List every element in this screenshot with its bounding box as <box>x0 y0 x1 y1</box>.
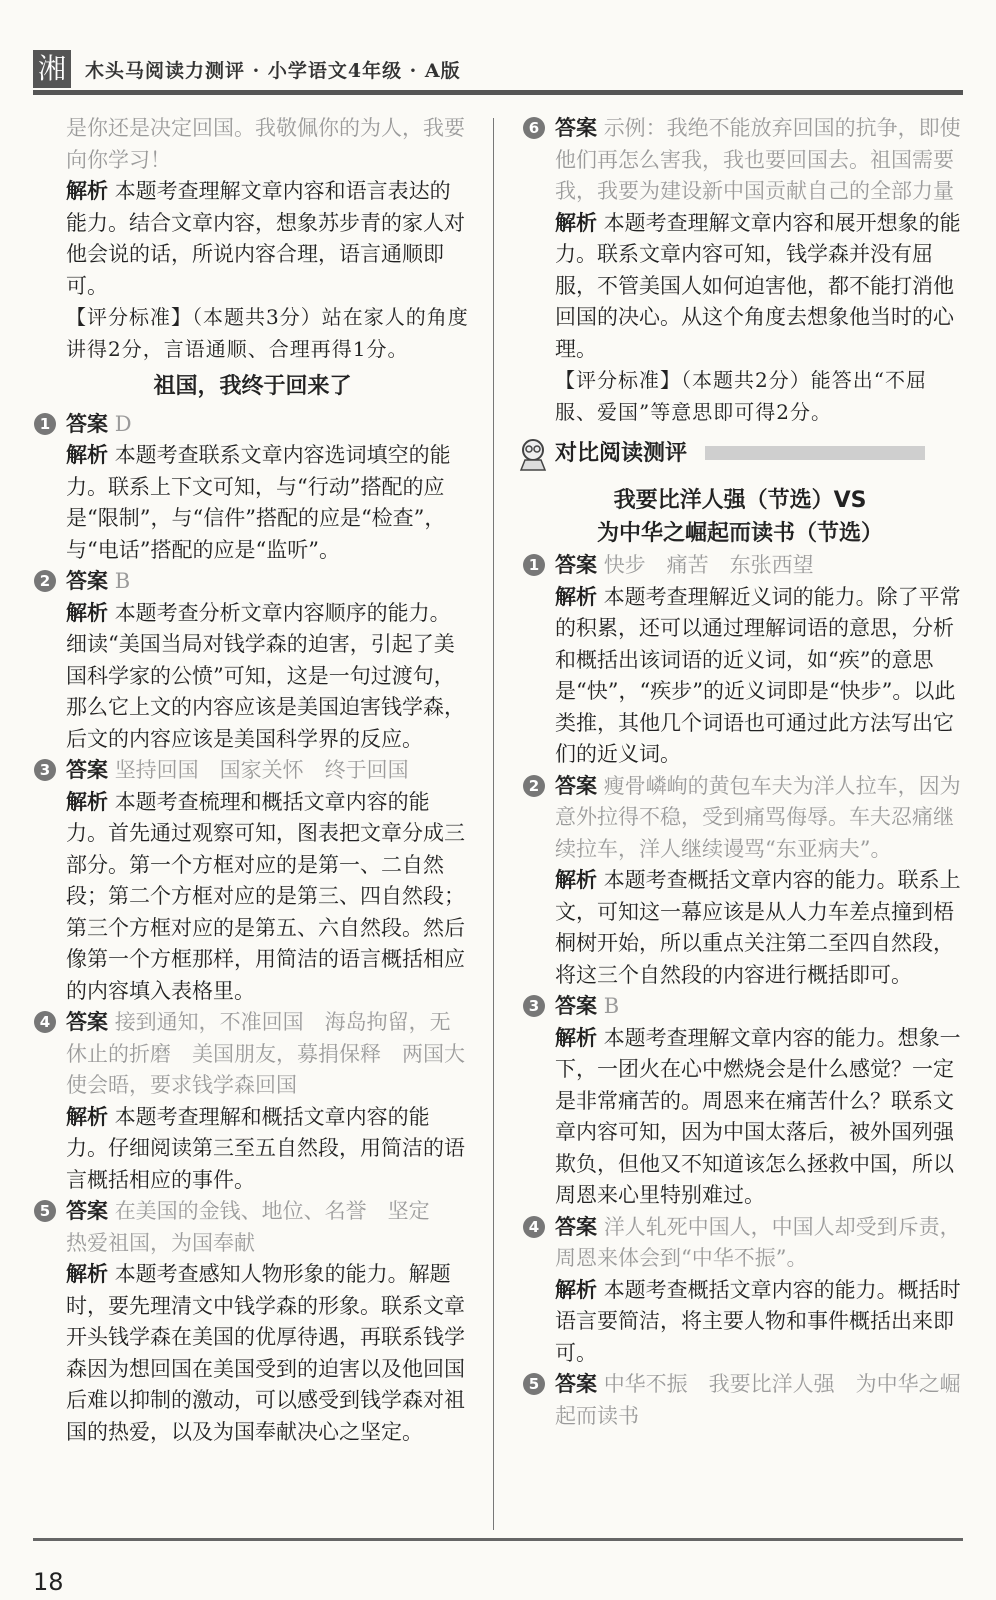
item-answer: 在美国的金钱、地位、名誉 坚定 热爱祖国，为国奉献 <box>66 1199 451 1255</box>
item-analysis: 本题考查梳理和概括文章内容的能力。首先通过观察可知，图表把文章分成三部分。第一个方框对应的是第一、二自然段；第二个方框对应的是第三、四自然段；第三个方框对应的是第五、六自然段。然后像第一个方框那样，用简洁的语言概括相应的内容填入表格里。 <box>66 789 465 1003</box>
intro-analysis: 本题考查理解文章内容和语言表达的能力。结合文章内容，想象苏步青的家人对他会说的话，所说内容合理，语言通顺即可。 <box>66 179 465 298</box>
item-analysis: 本题考查分析文章内容顺序的能力。细读“美国当局对钱学森的迫害，引起了美国科学家的公愤”可知，这是一句过渡句，那么它上文的内容应该是美国迫害钱学森，后文的内容应该是美国科学界的反应。 <box>66 600 465 751</box>
item-analysis: 本题考查理解近义词的能力。除了平常的积累，还可以通过理解词语的意思，分析和概括出该词语的近义词，如“疾”的意思是“快”，“疾步”的近义词即是“快步”。以此类推，其他几个词语也可通过此方法写出它们的近义词。 <box>555 584 961 766</box>
contrast-title: 对比阅读测评 <box>555 441 688 466</box>
right-item-3 <box>528 991 965 1212</box>
left-item-2 <box>39 566 471 755</box>
answer-label: 答案 <box>555 116 597 140</box>
section-title: 祖国，我终于回来了 <box>153 374 352 399</box>
item-answer: 快步 痛苦 东张西望 <box>603 553 814 577</box>
page-number: 18 <box>33 1568 64 1596</box>
footer-rule <box>33 1538 963 1541</box>
analysis-label: 解析 <box>66 443 108 467</box>
item-number: 3 <box>523 995 545 1017</box>
left-column <box>39 113 471 1448</box>
left-item-4 <box>39 1007 471 1196</box>
answer-label: 答案 <box>66 569 108 593</box>
right-item-5 <box>528 1369 965 1432</box>
title-bar-decoration <box>705 446 925 460</box>
reader-icon <box>515 436 551 472</box>
right-column <box>528 113 965 1432</box>
item-number: 4 <box>34 1011 56 1033</box>
analysis-label: 解析 <box>555 210 597 235</box>
item-analysis: 本题考查理解文章内容和展开想象的能力。联系文章内容可知，钱学森并没有屈服，不管美国人如何迫害他，都不能打消他回国的决心。从这个角度去想象他当时的心理。 <box>555 210 961 361</box>
right-item-1 <box>528 550 965 771</box>
item-answer: B <box>114 569 131 593</box>
answer-label: 答案 <box>555 994 597 1018</box>
item-number: 2 <box>34 570 56 592</box>
item-number: 1 <box>523 554 545 576</box>
intro-standard: 【评分标准】（本题共3分）站在家人的角度讲得2分，言语通顺、合理再得1分。 <box>66 305 469 361</box>
page-header <box>33 50 963 90</box>
analysis-label: 解析 <box>555 1277 597 1302</box>
item-analysis: 本题考查理解和概括文章内容的能力。仔细阅读第三至五自然段，用简洁的语言概括相应的事件。 <box>66 1104 465 1192</box>
item-answer: B <box>603 994 620 1018</box>
header-rule <box>33 90 963 95</box>
item-answer: 中华不振 我要比洋人强 为中华之崛起而读书 <box>555 1372 961 1428</box>
item-answer: D <box>114 411 132 436</box>
item-number: 4 <box>523 1216 545 1238</box>
answer-label: 答案 <box>555 1214 597 1239</box>
series-badge: 湘 <box>33 50 71 88</box>
item-analysis: 本题考查感知人物形象的能力。解题时，要先理清文中钱学森的形象。联系文章开头钱学森在美国的优厚待遇，再联系钱学森因为想回国在美国受到的迫害以及他回国后难以抑制的激动，可以感受到钱学森对祖国的热爱，以及为国奉献决心之坚定。 <box>66 1262 465 1444</box>
item-number: 5 <box>523 1373 545 1395</box>
item-analysis: 本题考查联系文章内容选词填空的能力。联系上下文可知，与“行动”搭配的应是“限制”，与“信件”搭配的应是“检查”，与“电话”搭配的应是“监听”。 <box>66 443 451 562</box>
analysis-label: 解析 <box>66 1104 108 1129</box>
analysis-label: 解析 <box>66 1262 108 1286</box>
answer-label: 答案 <box>555 553 597 577</box>
analysis-label: 解析 <box>66 179 108 203</box>
item-answer: 瘦骨嶙峋的黄包车夫为洋人拉车，因为意外拉得不稳，受到痛骂侮辱。车夫忍痛继续拉车，洋人继续谩骂“东亚病夫”。 <box>555 773 961 861</box>
intro-answer: 是你还是决定回国。我敬佩你的为人，我要向你学习！ <box>66 116 465 172</box>
item-number: 5 <box>34 1200 56 1222</box>
item-number: 2 <box>523 775 545 797</box>
item-analysis: 本题考查理解文章内容的能力。想象一下，一团火在心中燃烧会是什么感觉？一定是非常痛苦的。周恩来在痛苦什么？联系文章内容可知，因为中国太落后，被外国列强欺负，但他又不知道该怎么拯救中国，所以周恩来心里特别难过。 <box>555 1025 961 1207</box>
analysis-label: 解析 <box>555 868 597 892</box>
answer-label: 答案 <box>66 1010 108 1034</box>
item-answer: 接到通知，不准回国 海岛拘留，无休止的折磨 美国朋友，募捐保释 两国大使会晤，要求钱学森回国 <box>66 1010 465 1097</box>
contrast-reading-header <box>515 436 965 476</box>
left-item-1 <box>39 409 471 567</box>
item-standard: 【评分标准】（本题共2分）能答出“不屈服、爱国”等意思即可得2分。 <box>555 368 927 424</box>
intro-analysis-block <box>66 176 471 302</box>
left-item-3 <box>39 755 471 1007</box>
vs-title-line-2: 为中华之崛起而读书（节选） <box>596 521 883 546</box>
book-title: 木头马阅读力测评 · 小学语文4年级 · A版 <box>85 60 461 82</box>
item-number: 1 <box>34 413 56 435</box>
right-item-4 <box>528 1212 965 1370</box>
left-item-5 <box>39 1196 471 1448</box>
right-item-6 <box>528 113 965 428</box>
item-analysis: 本题考查概括文章内容的能力。概括时语言要简洁，将主要人物和事件概括出来即可。 <box>555 1277 961 1365</box>
analysis-label: 解析 <box>555 1025 597 1050</box>
item-answer: 示例：我绝不能放弃回国的抗争，即使他们再怎么害我，我也要回国去。祖国需要我，我要为建设新中国贡献自己的全部力量 <box>555 116 961 203</box>
analysis-label: 解析 <box>66 789 108 814</box>
answer-label: 答案 <box>66 411 108 436</box>
answer-label: 答案 <box>66 758 108 782</box>
item-number: 6 <box>523 117 545 139</box>
column-divider <box>493 118 494 1530</box>
right-item-2 <box>528 771 965 992</box>
vs-title-line-1: 我要比洋人强（节选）VS <box>613 488 867 513</box>
analysis-label: 解析 <box>555 584 597 609</box>
answer-label: 答案 <box>66 1199 108 1223</box>
analysis-label: 解析 <box>66 600 108 625</box>
item-number: 3 <box>34 759 56 781</box>
answer-label: 答案 <box>555 773 597 798</box>
item-answer: 坚持回国 国家关怀 终于回国 <box>114 758 409 782</box>
answer-label: 答案 <box>555 1372 597 1396</box>
item-answer: 洋人轧死中国人，中国人却受到斥责，周恩来体会到“中华不振”。 <box>555 1214 961 1270</box>
item-analysis: 本题考查概括文章内容的能力。联系上文，可知这一幕应该是从人力车差点撞到梧桐树开始，所以重点关注第二至四自然段，将这三个自然段的内容进行概括即可。 <box>555 868 961 987</box>
